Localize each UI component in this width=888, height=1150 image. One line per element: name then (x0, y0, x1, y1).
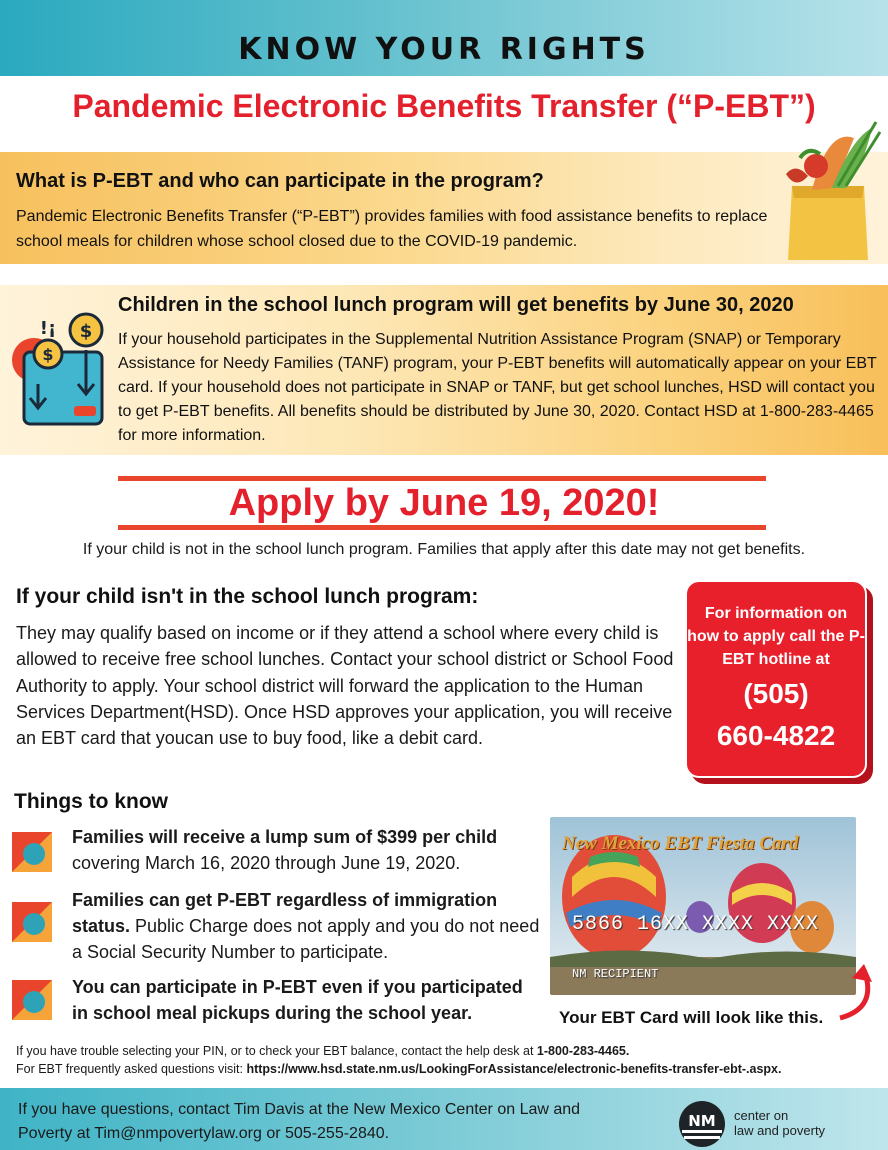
nm-logo-icon (678, 1100, 726, 1148)
ebt-card-recipient: NM RECIPIENT (572, 967, 659, 981)
apply-note: If your child is not in the school lunch program. Families that apply after this date may not get benefits. (82, 541, 806, 558)
not-in-program-body: They may qualify based on income or if they attend a school where every child is allowed to receive free school lunches. Contact your school district or School Food Authority to apply. Your school district will forward the application to the Human Services Department(HSD). Once HSD approves your application, you will receive an EBT card that youcan use to buy food, like a debit card. (16, 623, 674, 749)
things-to-know-heading: Things to know (14, 790, 168, 813)
help-pin-text: If you have trouble selecting your PIN, or to check your EBT balance, contact the help desk at (16, 1044, 537, 1058)
nm-logo-line1: center on (734, 1108, 789, 1123)
svg-text:$: $ (42, 345, 54, 364)
list-item-bold: Families will receive a lump sum of $399 per child (72, 827, 498, 847)
bullet-search-icon (12, 832, 52, 872)
lunch-program-heading: Children in the school lunch program will get benefits by June 30, 2020 (118, 294, 794, 316)
curved-arrow-icon (832, 960, 882, 1022)
hotline-box (685, 580, 867, 778)
bullet-search-icon (12, 980, 52, 1020)
help-phone-link[interactable]: 1-800-283-4465. (536, 1044, 630, 1058)
help-faq-text: For EBT frequently asked questions visit: (16, 1062, 247, 1076)
ebt-card-image (550, 817, 856, 995)
ebt-card-title: New Mexico EBT Fiesta Card (562, 833, 799, 854)
svg-text:$: $ (79, 321, 93, 342)
bullet-search-icon (12, 902, 52, 942)
what-is-body: Pandemic Electronic Benefits Transfer (“P-EBT”) provides families with food assistance benefits to replace school meals for children whose school closed due to the COVID-19 pandemic. (16, 208, 768, 250)
what-is-heading: What is P-EBT and who can participate in the program? (16, 170, 544, 192)
lunch-program-body: If your household participates in the Supplemental Nutrition Assistance Program (SNAP) or Temporary Assistance for Needy Families (TANF) program, your P-EBT benefits will automatically appear on your EBT card. If your household does not participate in SNAP or TANF, but get school lunches, HSD will contact you to get P-EBT benefits. All benefits should be distributed by June 30, 2020. Contact HSD at 1-800-283-4465 for more information. (118, 331, 877, 444)
ebt-card-number: 5866 16XX XXXX XXXX (572, 913, 820, 936)
ebt-card-caption: Your EBT Card will look like this. (559, 1008, 824, 1027)
nm-logo-mark: NM (688, 1112, 716, 1130)
faq-url-link[interactable]: https://www.hsd.state.nm.us/LookingForAssistance/electronic-benefits-transfer-ebt-.aspx. (246, 1062, 782, 1076)
banner-title: KNOW YOUR RIGHTS (238, 32, 650, 67)
apply-deadline: Apply by June 19, 2020! (228, 482, 660, 524)
list-item (72, 824, 542, 876)
list-item-bold: Families can get P-EBT regardless of immigration status. (72, 890, 498, 936)
help-pin-line (16, 1044, 629, 1058)
hotline-info: For information on how to apply call the P-EBT hotline at (687, 605, 865, 668)
nm-logo-line2: law and poverty (734, 1123, 826, 1138)
nm-logo-text (734, 1108, 825, 1138)
list-item-rest: covering March 16, 2020 through June 19, 2020. (72, 853, 461, 873)
footer-contact: If you have questions, contact Tim Davis at the New Mexico Center on Law and Poverty at Tim@nmpovertylaw.org or 505-255-2840. (18, 1101, 581, 1142)
list-item (72, 887, 542, 965)
not-in-program-heading: If your child isn't in the school lunch program: (16, 585, 479, 608)
hotline-number: 660-4822 (716, 720, 836, 751)
grocery-bag-icon (772, 118, 882, 264)
apply-rule-top (118, 476, 766, 481)
page-title: Pandemic Electronic Benefits Transfer (“P-EBT”) (72, 88, 816, 124)
money-wallet-icon (8, 310, 112, 430)
list-item (72, 974, 542, 1026)
list-item-bold: You can participate in P-EBT even if you participated in school meal pickups during the school year. (72, 977, 523, 1023)
svg-text:!¡: !¡ (39, 318, 57, 339)
help-faq-line (16, 1062, 781, 1076)
hotline-area-code: (505) (743, 678, 809, 709)
apply-rule-bottom (118, 525, 766, 530)
list-item-rest: Public Charge does not apply and you do not need a Social Security Number to participate. (72, 916, 540, 962)
